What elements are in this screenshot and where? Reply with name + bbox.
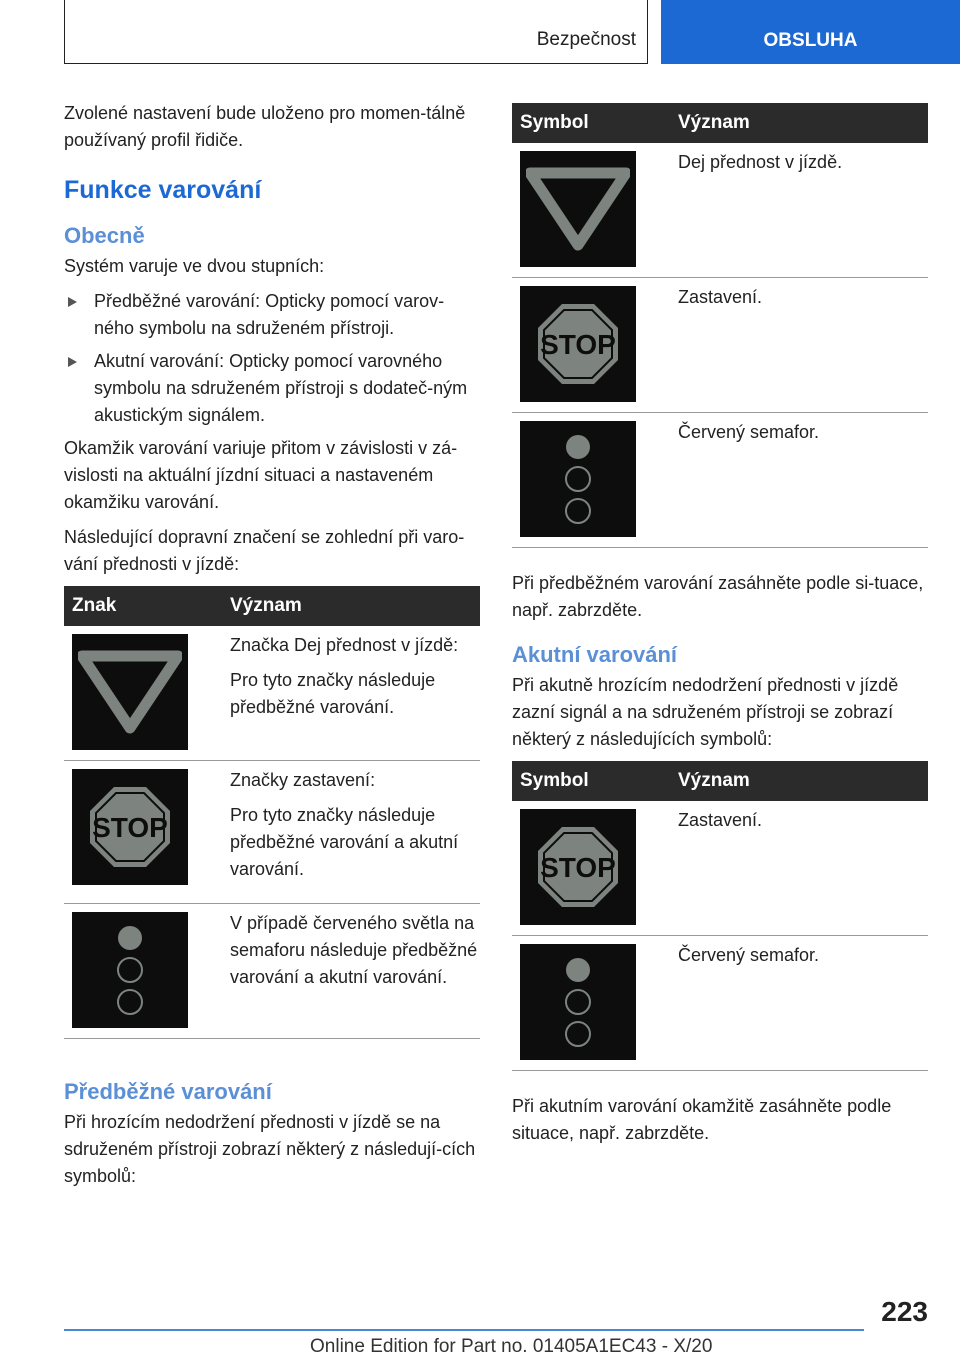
paragraph: Okamžik varování variuje přitom v závislosti v zá-vislosti na aktuální jízdní situaci a nastaveném okamžiku varování. xyxy=(64,438,458,512)
heading-general: Obecně xyxy=(64,223,145,248)
cell-text: Značka Dej přednost v jízdě: xyxy=(230,635,459,655)
intro-text: Zvolené nastavení bude uloženo pro momen-tálně používaný profil řidiče. xyxy=(64,103,466,150)
sign-table xyxy=(64,586,480,1039)
cell-text: Červený semafor. xyxy=(678,422,820,442)
footer-divider xyxy=(64,1329,864,1331)
paragraph: Při hrozícím nedodržení přednosti v jízdě se na sdruženém přístroji zobrazí některý z následují-cích symbolů: xyxy=(64,1112,476,1186)
symbol-table-acute-warning xyxy=(512,761,928,1071)
table-row xyxy=(64,904,480,1039)
table-header-symbol: Symbol xyxy=(512,103,678,143)
table-row xyxy=(64,761,480,904)
traffic-light-icon xyxy=(72,912,188,1028)
paragraph: Při akutním varování okamžitě zasáhněte podle situace, např. zabrzděte. xyxy=(512,1096,892,1143)
cell-text: Zastavení. xyxy=(678,810,763,830)
section-title: Bezpečnost xyxy=(536,29,636,50)
page-number: 223 xyxy=(881,1296,928,1327)
right-column xyxy=(512,103,928,1155)
list-item: Předběžné varování: Opticky pomocí varov-ného symbolu na sdruženém přístroji. xyxy=(64,288,480,342)
cell-text: V případě červeného světla na semaforu následuje předběžné varování a akutní varování. xyxy=(230,913,478,987)
cell-text: Červený semafor. xyxy=(678,945,820,965)
table-row xyxy=(512,143,928,278)
cell-text: Zastavení. xyxy=(678,287,763,307)
cell-text: Pro tyto značky následuje předběžné varování a akutní varování. xyxy=(230,805,459,879)
traffic-light-icon xyxy=(520,421,636,537)
table-row xyxy=(64,626,480,761)
list-item: Akutní varování: Opticky pomocí varovného symbolu na sdruženém přístroji s dodateč-ným akustickým signálem. xyxy=(64,348,480,429)
edition-text: Online Edition for Part no. 01405A1EC43 - X/20 xyxy=(310,1336,713,1357)
stop-sign-text: STOP xyxy=(540,852,616,883)
table-row xyxy=(512,936,928,1071)
paragraph: Při předběžném varování zasáhněte podle si-tuace, např. zabrzděte. xyxy=(512,573,924,620)
traffic-light-icon xyxy=(520,944,636,1060)
heading-acute-warning: Akutní varování xyxy=(512,642,678,667)
cell-text: Pro tyto značky následuje předběžné varování. xyxy=(230,670,436,717)
table-header-meaning: Význam xyxy=(678,103,928,143)
bullet-list xyxy=(64,288,480,429)
table-header-meaning: Význam xyxy=(678,761,928,801)
yield-sign-icon xyxy=(520,151,636,267)
left-column xyxy=(64,100,480,1198)
heading-pre-warning: Předběžné varování xyxy=(64,1079,272,1104)
symbol-table-pre-warning xyxy=(512,103,928,548)
paragraph: Při akutně hrozícím nedodržení přednosti v jízdě zazní signál a na sdruženém přístroji se zobrazí některý z následujících symbolů: xyxy=(512,675,899,749)
chapter-tab[interactable]: OBSLUHA xyxy=(661,0,960,64)
stop-sign-icon xyxy=(520,286,636,402)
stop-sign-icon xyxy=(72,769,188,885)
stop-sign-text: STOP xyxy=(540,329,616,360)
table-header-sign: Znak xyxy=(64,586,230,626)
heading-warning-functions: Funkce varování xyxy=(64,176,262,204)
stop-sign-icon xyxy=(520,809,636,925)
table-row xyxy=(512,801,928,936)
cell-text: Dej přednost v jízdě. xyxy=(678,152,843,172)
table-header-meaning: Význam xyxy=(230,586,480,626)
table-row xyxy=(512,278,928,413)
paragraph: Následující dopravní značení se zohlední při varo-vání přednosti v jízdě: xyxy=(64,527,465,574)
stop-sign-text: STOP xyxy=(92,812,168,843)
cell-text: Značky zastavení: xyxy=(230,770,376,790)
yield-sign-icon xyxy=(72,634,188,750)
paragraph: Systém varuje ve dvou stupních: xyxy=(64,256,325,276)
table-header-symbol: Symbol xyxy=(512,761,678,801)
table-row xyxy=(512,413,928,548)
